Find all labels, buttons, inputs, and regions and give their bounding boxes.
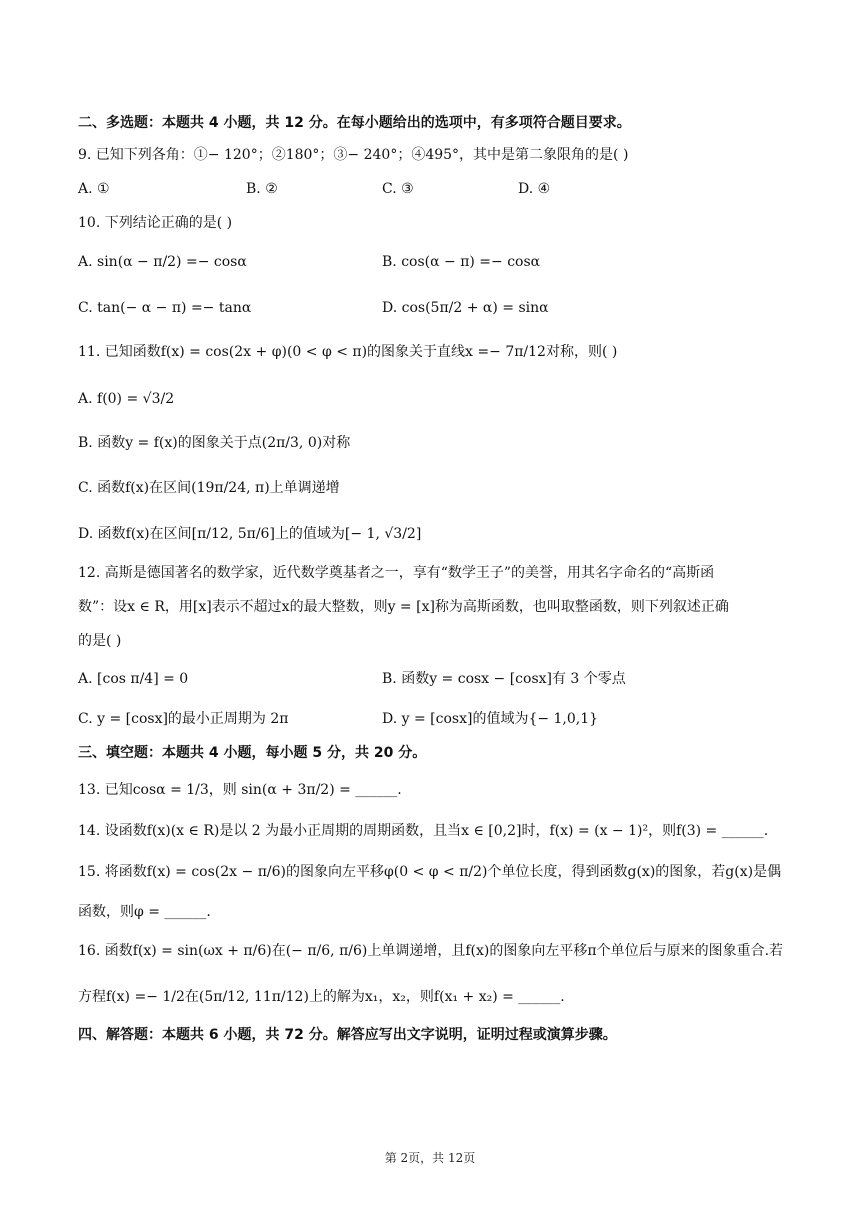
question-15-line-1: 15. 将函数f(x) = cos(2x − π/6)的图象向左平移φ(0 < φ < π/2)个单位长度，得到函数g(x)的图象，若g(x)是偶 — [78, 864, 782, 880]
question-12-option-d: D. y = [cosx]的值域为{− 1,0,1} — [382, 711, 599, 727]
question-16-line-2: 方程f(x) =− 1/2在(5π/12, 11π/12)上的解为x₁，x₂，则f(x₁ + x₂) = ______. — [78, 989, 565, 1005]
question-12-stem-line-2: 数”：设x ∈ R，用[x]表示不超过x的最大整数，则y = [x]称为高斯函数，也叫取整函数，则下列叙述正确 — [78, 599, 729, 615]
question-9-option-b: B. ② — [246, 181, 278, 197]
question-12-option-a: A. [cos π/4] = 0 — [78, 671, 189, 687]
question-11-option-d: D. 函数f(x)在区间[π/12, 5π/6]上的值域为[− 1, √3/2] — [78, 526, 422, 542]
question-9-option-c: C. ③ — [382, 181, 414, 197]
question-10-option-c: C. tan(− α − π) =− tanα — [78, 300, 252, 316]
question-12-option-c: C. y = [cosx]的最小正周期为 2π — [78, 711, 289, 727]
question-10-option-d: D. cos(5π/2 + α) = sinα — [382, 300, 549, 316]
question-11-option-c: C. 函数f(x)在区间(19π/24, π)上单调递增 — [78, 480, 340, 496]
question-10-stem: 10. 下列结论正确的是( ) — [78, 215, 233, 231]
question-12-stem-line-3: 的是( ) — [78, 633, 122, 649]
question-16-line-1: 16. 函数f(x) = sin(ωx + π/6)在(− π/6, π/6)上单调递增，且f(x)的图象向左平移π个单位后与原来的图象重合.若 — [78, 943, 784, 959]
section-heading-multiple-choice: 二、多选题：本题共 4 小题，共 12 分。在每小题给出的选项中，有多项符合题目要求。 — [78, 115, 631, 131]
question-9-option-a: A. ① — [78, 181, 110, 197]
question-13: 13. 已知cosα = 1/3，则 sin(α + 3π/2) = ______. — [78, 782, 402, 798]
question-10-option-a: A. sin(α − π/2) =− cosα — [78, 254, 247, 270]
question-10-option-b: B. cos(α − π) =− cosα — [382, 254, 541, 270]
question-9-stem: 9. 已知下列各角：①− 120°；②180°；③− 240°；④495°，其中是第二象限角的是( ) — [78, 147, 629, 163]
section-heading-fill-in: 三、填空题：本题共 4 小题，每小题 5 分，共 20 分。 — [78, 745, 427, 761]
question-12-option-b: B. 函数y = cosx − [cosx]有 3 个零点 — [382, 671, 626, 687]
question-11-option-a: A. f(0) = √3/2 — [78, 391, 175, 407]
question-11-stem: 11. 已知函数f(x) = cos(2x + φ)(0 < φ < π)的图象关于直线x =− 7π/12对称，则( ) — [78, 344, 618, 360]
question-15-line-2: 函数，则φ = ______. — [78, 904, 211, 920]
section-heading-answer: 四、解答题：本题共 6 小题，共 72 分。解答应写出文字说明，证明过程或演算步骤。 — [78, 1027, 617, 1043]
page-footer: 第 2页，共 12页 — [384, 1151, 476, 1165]
question-11-option-b: B. 函数y = f(x)的图象关于点(2π/3, 0)对称 — [78, 435, 351, 451]
question-9-option-d: D. ④ — [518, 181, 551, 197]
question-14: 14. 设函数f(x)(x ∈ R)是以 2 为最小正周期的周期函数，且当x ∈ [0,2]时，f(x) = (x − 1)²，则f(3) = ______. — [78, 823, 769, 839]
question-12-stem-line-1: 12. 高斯是德国著名的数学家，近代数学奠基者之一，享有“数学王子”的美誉，用其名字命名的“高斯函 — [78, 565, 715, 581]
